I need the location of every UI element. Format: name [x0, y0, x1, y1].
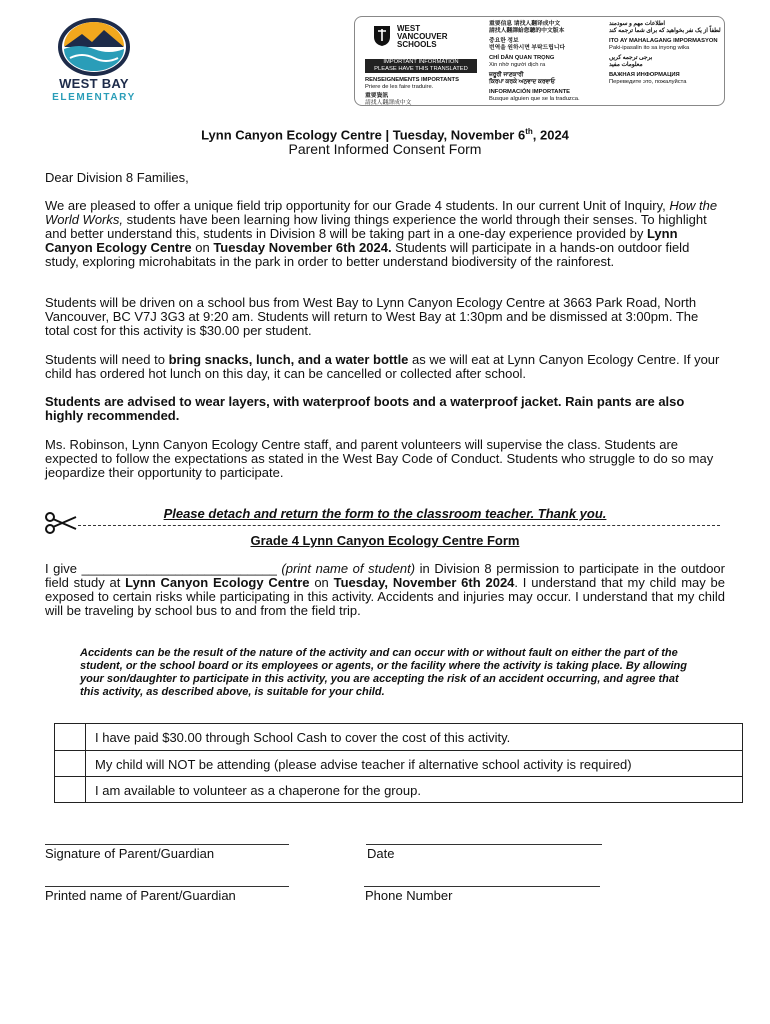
school-logo: [44, 16, 144, 106]
paragraph-transport: Students will be driven on a school bus from West Bay to Lynn Canyon Ecology Centre at 3663 Park Road, North Vancouver, BC V7J 3G3 at 9:20 am. Students will return to West Bay at 1:30pm and be dismissed at 3:00pm. The total cost for this activity is $30.00 per student.: [45, 295, 699, 338]
notice-line: Переведите это, пожалуйста: [609, 79, 687, 85]
notice-line: ਕਿਰਪਾ ਕਰਕੇ ਅਨੁਵਾਦ ਕਰਵਾਓ: [489, 79, 555, 85]
notice-line: 重要信息 请找人翻译成中文: [489, 21, 561, 27]
district-name: WEST VANCOUVER SCHOOLS: [397, 24, 448, 49]
page-subtitle: Parent Informed Consent Form: [288, 141, 482, 157]
payment-label: I have paid $30.00 through School Cash to cover the cost of this activity.: [95, 730, 511, 745]
notice-line: لطفاً از یک نفر بخواهید که برای شما ترجمه کند: [609, 28, 721, 34]
notice-column-2: [489, 21, 580, 103]
printed-name-line[interactable]: [45, 886, 289, 887]
paragraph-clothing: Students are advised to wear layers, with waterproof boots and a waterproof jacket. Rain pants are also highly recommended.: [45, 394, 685, 423]
signature-line[interactable]: [45, 844, 289, 845]
notice-line: ITO AY MAHALAGANG IMPORMASYON: [609, 38, 718, 44]
salutation: Dear Division 8 Families,: [45, 170, 189, 185]
notice-line: اطلاعات مهم و سودمند: [609, 21, 665, 27]
notice-column-3: [609, 21, 721, 86]
date-line[interactable]: [366, 844, 602, 845]
district-logo: [373, 23, 473, 55]
page-title: Lynn Canyon Ecology Centre | Tuesday, November 6th, 2024: [201, 127, 569, 143]
detach-instruction: Please detach and return the form to the classroom teacher. Thank you.: [163, 506, 607, 521]
signature-label: Signature of Parent/Guardian: [45, 846, 215, 861]
notice-line: Busque alguien que se la traduzca.: [489, 96, 580, 102]
option-row: [55, 724, 742, 750]
notice-line: 중요한 정보: [489, 38, 519, 44]
school-type: ELEMENTARY: [52, 92, 136, 103]
notice-chinese: 重要資訊 請找人翻譯成中文: [365, 93, 412, 106]
notice-line: INFORMACIÓN IMPORTANTE: [489, 89, 571, 95]
paragraph-supervision: Ms. Robinson, Lynn Canyon Ecology Centre staff, and parent volunteers will supervise the class. Students are expected to follow the expectations as stated in the West Bay Code of Conduct. Students who struggle to do so may jeopardize their opportunity to participate.: [45, 437, 714, 480]
important-info-banner: IMPORTANT INFORMATION PLEASE HAVE THIS TRANSLATED: [365, 59, 477, 73]
student-name-field[interactable]: ___________________________: [81, 561, 277, 576]
volunteer-label: I am available to volunteer as a chaperone for the group.: [95, 783, 421, 798]
not-attending-checkbox[interactable]: [55, 751, 86, 777]
form-title: Grade 4 Lynn Canyon Ecology Centre Form: [250, 533, 520, 548]
printed-name-label: Printed name of Parent/Guardian: [45, 888, 236, 903]
school-logo-mark-icon: [52, 16, 136, 78]
notice-line: Xin nhờ người dịch ra: [489, 62, 546, 68]
notice-line: معلومات مفید: [609, 62, 643, 68]
option-row: [55, 776, 742, 803]
phone-label: Phone Number: [365, 888, 453, 903]
phone-line[interactable]: [364, 886, 600, 887]
paragraph-intro: We are pleased to offer a unique field trip opportunity for our Grade 4 students. In our current Unit of Inquiry, How the World Works, students have been learning how living things experience the world through their senses. To highlight and better understand this, students in Division 8 will be taking part in a one-day experience provided by Lynn Canyon Ecology Centre on Tuesday November 6th 2024. Students will participate in a hands-on outdoor field study, exploring microhabitats in the park in order to better understand biodiversity of the rainforest.: [45, 198, 718, 269]
notice-line: ВАЖНАЯ ИНФОРМАЦИЯ: [609, 72, 680, 78]
scissors-icon: [44, 512, 78, 534]
option-row: [55, 750, 742, 777]
district-crest-icon: [373, 25, 391, 47]
payment-checkbox[interactable]: [55, 724, 86, 750]
notice-french: RENSEIGNEMENTS IMPORTANTS Priere de les faire traduire.: [365, 77, 459, 90]
paragraph-lunch: Students will need to bring snacks, lunch, and a water bottle as we will eat at Lynn Canyon Ecology Centre. If your child has ordered hot lunch on this day, it can be cancelled or collected after school.: [45, 352, 720, 381]
risk-warning: Accidents can be the result of the nature of the activity and can occur with or without fault on either the part of the student, or the school board or its employees or agents, or the facility where the activity is taking place. By allowing your son/daughter to participate in this activity, you are accepting the risk of an accident occurring, and agree that this activity, as described above, is suitable for your child.: [80, 647, 687, 698]
volunteer-checkbox[interactable]: [55, 777, 86, 803]
date-label: Date: [367, 846, 395, 861]
notice-line: 請找人翻譯給您聽的中文版本: [489, 28, 565, 34]
not-attending-label: My child will NOT be attending (please advise teacher if alternative school activity is required): [95, 757, 632, 772]
options-table: [54, 723, 743, 803]
school-name: WEST BAY: [59, 76, 129, 91]
translation-notice: [354, 16, 725, 106]
cut-line: [78, 525, 720, 526]
notice-line: ਜ਼ਰੂਰੀ ਜਾਣਕਾਰੀ: [489, 72, 524, 78]
notice-line: CHỈ DẪN QUAN TRỌNG: [489, 55, 555, 61]
notice-line: 번역을 원하시면 부탁드립니다: [489, 45, 566, 51]
permission-statement: I give ___________________________ (print name of student) in Division 8 permission to participate in the outdoor field study at Lynn Canyon Ecology Centre on Tuesday, November 6th 2024. I understand that my child may be exposed to certain risks while participating in this activity. Accidents and injuries may occur. I understand that my child will be traveling by school bus to and from the field trip.: [45, 561, 726, 618]
notice-line: برجی ترجمه کریں: [609, 55, 653, 61]
notice-line: Paki-ipasalin ito sa inyong wika: [609, 45, 690, 51]
